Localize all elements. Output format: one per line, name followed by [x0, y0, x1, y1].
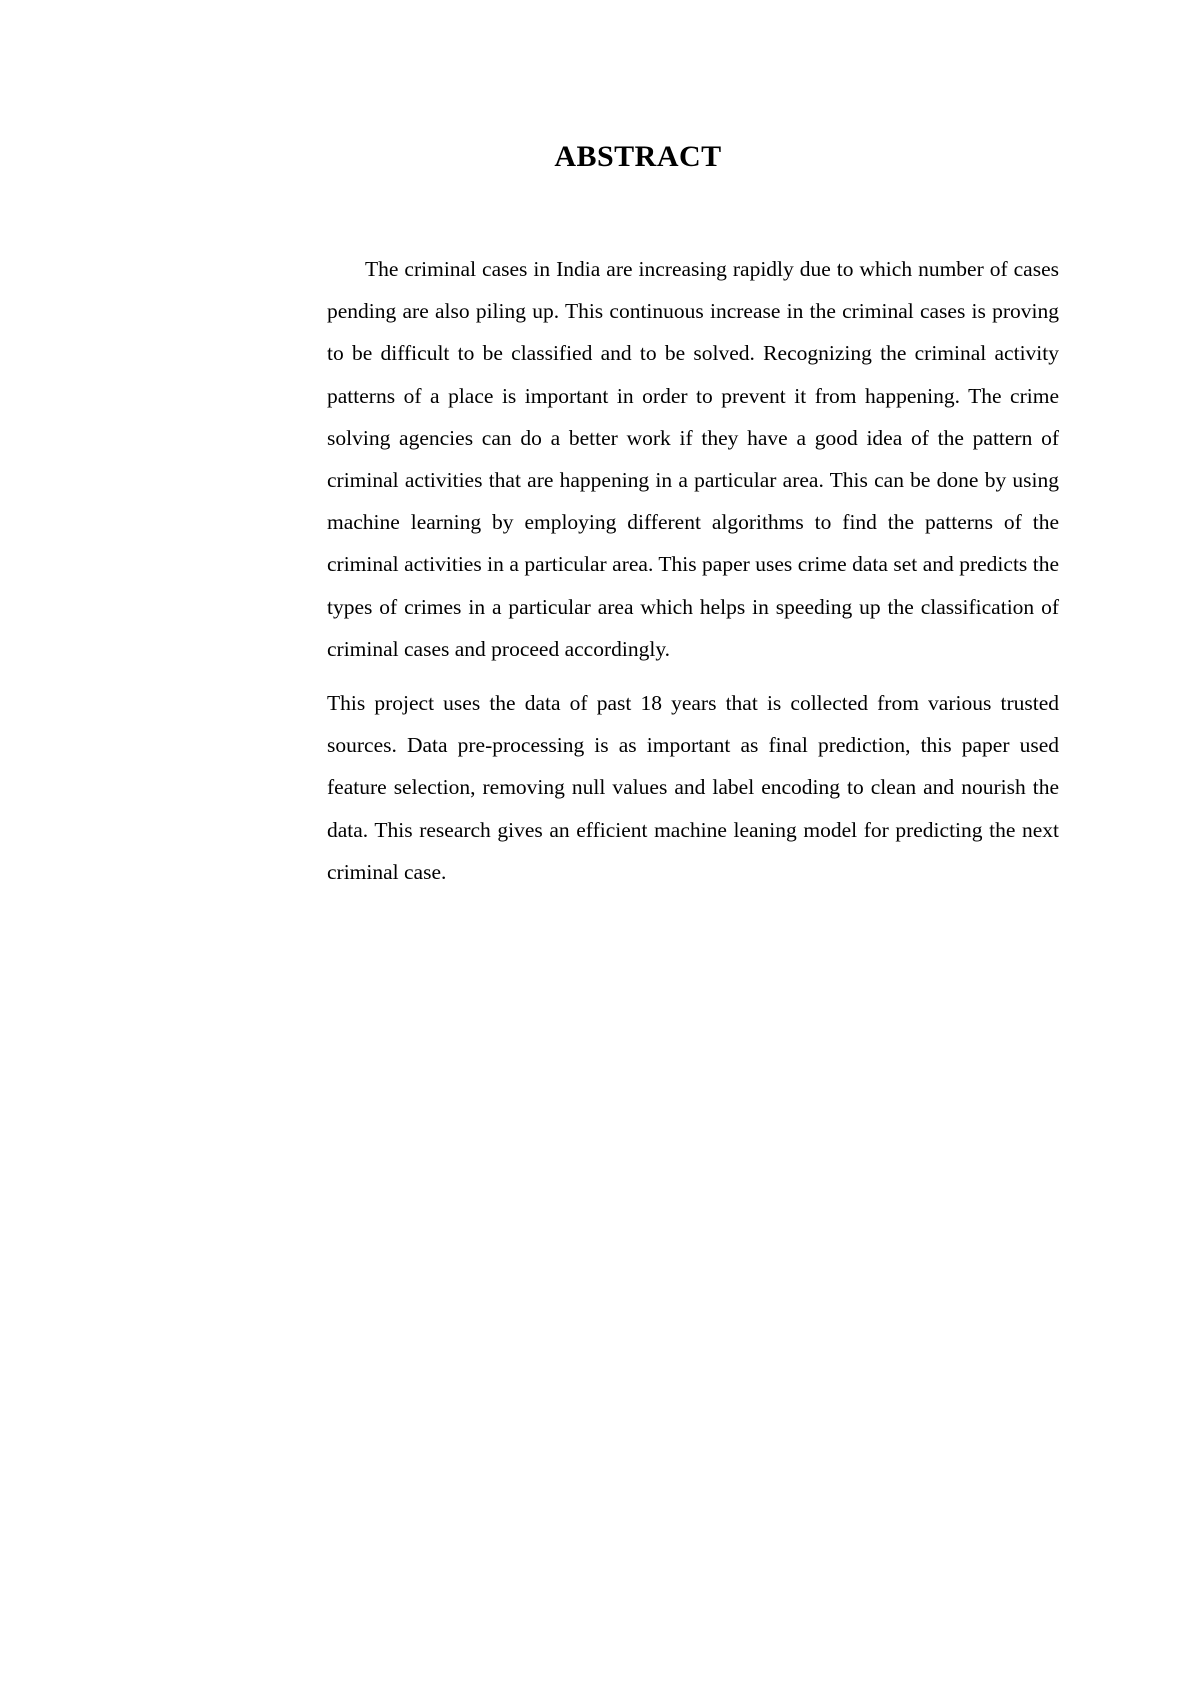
abstract-paragraph-2: This project uses the data of past 18 years that is collected from various trusted sources. Data pre-processing is as important as final prediction, this paper used feature selection, removing null values and label encoding to clean and nourish the data. This research gives an efficient machine leaning model for predicting the next criminal case.: [327, 691, 1059, 884]
abstract-body: [327, 248, 1059, 893]
page-title: ABSTRACT: [554, 140, 722, 173]
abstract-paragraph-1: The criminal cases in India are increasing rapidly due to which number of cases pending are also piling up. This continuous increase in the criminal cases is proving to be difficult to be classified and to be solved. Recognizing the criminal activity patterns of a place is important in order to prevent it from happening. The crime solving agencies can do a better work if they have a good idea of the pattern of criminal activities that are happening in a particular area. This can be done by using machine learning by employing different algorithms to find the patterns of the criminal activities in a particular area. This paper uses crime data set and predicts the types of crimes in a particular area which helps in speeding up the classification of criminal cases and proceed accordingly.: [327, 257, 1059, 661]
